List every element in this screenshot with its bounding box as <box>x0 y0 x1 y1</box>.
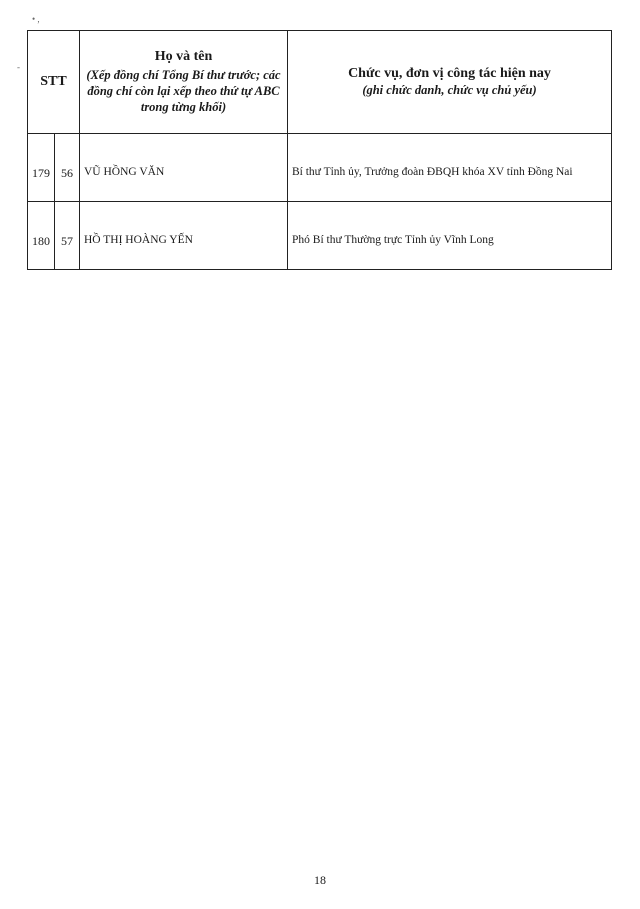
row-name: HỒ THỊ HOÀNG YẾN <box>80 202 288 270</box>
row-name: VŨ HỒNG VĂN <box>80 134 288 202</box>
row-position: Phó Bí thư Thường trực Tỉnh ủy Vĩnh Long <box>288 202 612 270</box>
row-stt: 179 <box>28 134 55 202</box>
scan-mark: • , <box>32 14 40 24</box>
header-name-cell <box>80 31 288 134</box>
page-number: 18 <box>314 873 326 887</box>
table-row <box>28 134 612 202</box>
header-name-note: (Xếp đồng chí Tổng Bí thư trước; các đồng chí còn lại xếp theo thứ tự ABC trong từng khối) <box>86 68 281 114</box>
row-sub-stt: 56 <box>55 134 80 202</box>
row-position: Bí thư Tỉnh ủy, Trưởng đoàn ĐBQH khóa XV tỉnh Đồng Nai <box>288 134 612 202</box>
scan-mark: - <box>17 62 20 72</box>
table-row <box>28 202 612 270</box>
header-position-cell <box>288 31 612 134</box>
table-header-row <box>28 31 612 134</box>
header-name-title: Họ và tên <box>154 49 213 64</box>
row-sub-stt: 57 <box>55 202 80 270</box>
header-stt: STT <box>28 31 80 134</box>
candidate-table <box>27 30 612 270</box>
header-position-title: Chức vụ, đơn vị công tác hiện nay <box>348 66 551 81</box>
row-stt: 180 <box>28 202 55 270</box>
header-position-note: (ghi chức danh, chức vụ chủ yếu) <box>362 83 537 97</box>
